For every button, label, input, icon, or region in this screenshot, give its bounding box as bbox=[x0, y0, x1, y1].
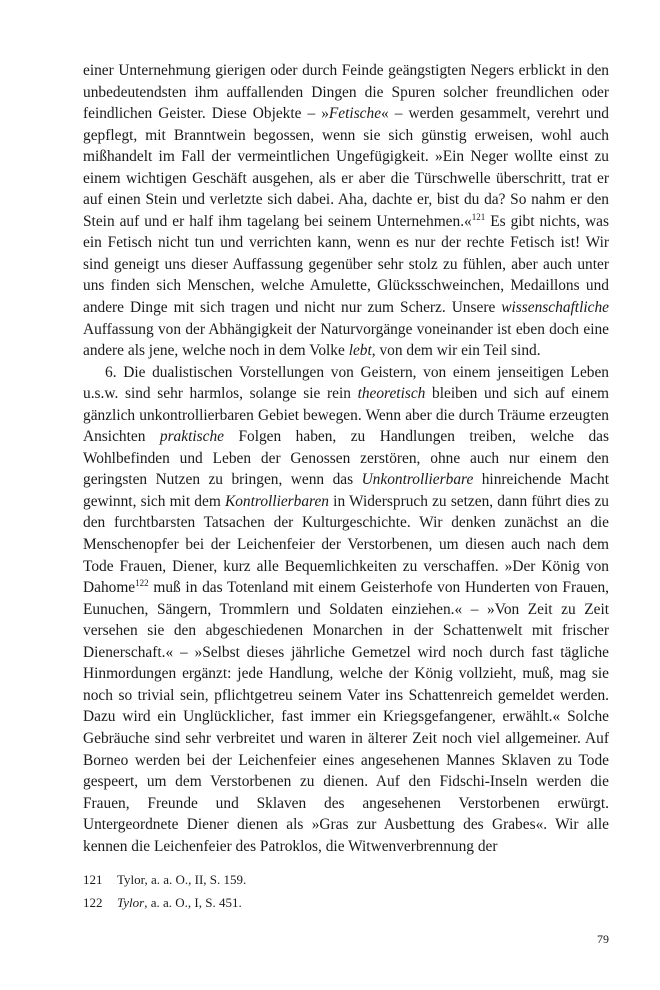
text-run: Auffassung von der Abhängigkeit der Naturvorgänge voneinander ist eben doch eine andere als jene, welche noch in dem Volke bbox=[83, 320, 609, 360]
text-run: bleiben und sich auf einem gänzlich unkontrollierbaren Gebiet bewegen. Wenn aber die durch Träume erzeugten Ansichten bbox=[83, 385, 609, 446]
text-run: Folgen haben, zu Handlungen treiben, welche das Wohlbefinden und Leben der Genossen zerstören, ohne auch nur einem den geringsten Nutzen zu bringen, wenn das bbox=[83, 428, 609, 489]
paragraph-dualistic-ideas bbox=[83, 362, 609, 858]
text-run: in Widerspruch zu setzen, dann führt dies zu den furchtbarsten Tatsachen der Kulturgeschichte. Wir denken zunächst an die Menschenopfer bei der Leichenfeier der Verstorbenen, um diesen auch nach dem Tode Frauen, Diener, kurz alle Bequemlichkeiten zu verschaffen. »Der König von Dahome bbox=[83, 492, 609, 597]
emphasis-text: theoretisch bbox=[357, 385, 426, 403]
emphasis-text: Unkontrollierbare bbox=[361, 471, 474, 489]
footnote-marker: 121 bbox=[471, 211, 486, 222]
footnote bbox=[83, 891, 609, 914]
paragraph-fetish bbox=[83, 60, 609, 362]
emphasis-text: wissenschaftliche bbox=[501, 299, 609, 317]
footnote-reference: , a. a. O., I, S. 451. bbox=[144, 895, 242, 910]
footnote bbox=[83, 868, 609, 891]
footnote-reference: , a. a. O., II, S. 159. bbox=[144, 872, 247, 887]
text-run: 6. Die dualistischen Vorstellungen von Geistern, von einem jenseitigen Leben u.s.w. sind sehr harmlos, solange sie rein bbox=[83, 363, 609, 403]
text-run: « – werden gesammelt, verehrt und gepflegt, mit Branntwein begossen, wenn sie sich günstig erweisen, wohl auch mißhandelt im Fall der vermeintlichen Ungefügigkeit. »Ein Neger wollte einst zu einem wichtigen Geschäft ausgehen, als er aber die Türschwelle überschritt, trat er auf einen Stein und verletzte sich dabei. Aha, dachte er, bist du da? So nahm er den Stein auf und er half ihm tagelang bei seinem Unternehmen.« bbox=[83, 105, 609, 230]
footnote-author: Tylor bbox=[117, 872, 145, 887]
footnote-author: Tylor bbox=[117, 895, 145, 910]
page-number: 79 bbox=[597, 932, 609, 946]
footnotes bbox=[83, 868, 609, 914]
footnote-number: 121 bbox=[83, 872, 103, 887]
text-run: muß in das Totenland mit einem Geisterhofe von Hunderten von Frauen, Eunuchen, Sängern, Trommlern und Soldaten einziehen.« – »Von Zeit zu Zeit versehen sie den abgeschiedenen Monarchen in der Schattenwelt mit frischer Dienerschaft.« – »Selbst dieses jährliche Gemetzel wird noch durch fast tägliche Hinmordungen ergänzt: jede Handlung, welche der König vollzieht, muß, mag sie noch so trivial sein, pflichtgetreu seinem Vater ins Schattenreich gemeldet werden. Dazu wird ein Unglücklicher, fast immer ein Kriegsgefangener, erwählt.« Solche Gebräuche sind sehr verbreitet und waren in älterer Zeit noch viel allgemeiner. Auf Borneo werden bei der Leichenfeier eines angesehenen Mannes Sklaven zu Tode gespeert, um dem Verstorbenen zu dienen. Auf den Fidschi-Inseln werden die Frauen, Freunde und Sklaven des angesehenen Verstorbenen erwürgt. Untergeordnete Diener dienen als »Gras zur Ausbettung des Grabes«. Wir alle kennen die Leichenfeier des Patroklos, die Witwenverbrennung der bbox=[83, 579, 609, 855]
emphasis-text: Fetische bbox=[328, 105, 382, 123]
footnote-marker: 122 bbox=[135, 578, 149, 589]
text-run: hinreichende Macht gewinnt, sich mit dem bbox=[83, 471, 609, 510]
emphasis-text: praktische bbox=[159, 428, 224, 446]
text-run: Es gibt nichts, was ein Fetisch nicht tun und verrichten kann, wenn es nur der rechte Fetisch ist! Wir sind geneigt uns dieser Auffassung gegenüber sehr stolz zu fühlen, aber auch unter uns finden sich Menschen, welche Amulette, Glücksschweinchen, Medaillons und andere Dinge mit sich tragen und nicht nur zum Scherz. Unsere bbox=[83, 212, 609, 317]
footnote-number: 122 bbox=[83, 895, 103, 910]
text-run: , von dem wir ein Teil sind. bbox=[371, 342, 541, 360]
body-text bbox=[83, 60, 609, 857]
emphasis-text: lebt bbox=[348, 342, 372, 360]
emphasis-text: Kontrollierbaren bbox=[224, 492, 329, 510]
text-run: einer Unternehmung gierigen oder durch Feinde geängstigten Negers erblickt in den unbedeutendsten ihm auffallenden Dingen die Spuren solcher freundlichen oder feindlichen Geister. Diese Objekte – » bbox=[83, 62, 609, 123]
